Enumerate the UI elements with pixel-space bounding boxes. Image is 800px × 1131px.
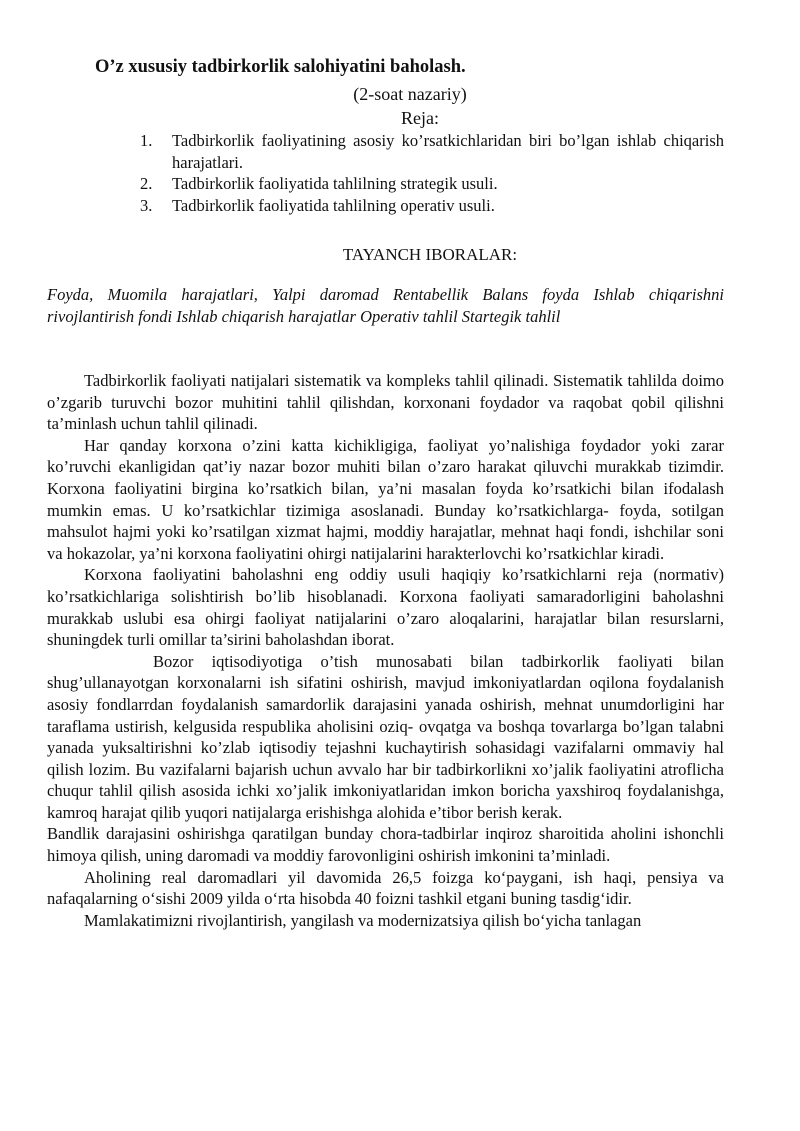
- plan-list: [140, 130, 724, 216]
- plan-title: Reja:: [401, 108, 439, 128]
- plan-item-text: Tadbirkorlik faoliyatida tahlilning operativ usuli.: [172, 195, 495, 215]
- body-paragraph: Har qanday korxona o’zini katta kichikligiga, faoliyat yo’nalishiga foydador yoki zarar ko’ruvchi ekanligidan qat’iy nazar bozor muhiti bilan o’zaro harakat qiluvchi murakkab tizimdir. Korxona faoliyatini birgina ko’rsatkich bilan, ya’ni masalan foyda ko’rsatkichi bilan ifodalash mumkin emas. U ko’rsatkichlar tizimiga asoslanadi. Bunday ko’rsatkichlarga- foyda, sotilgan mahsulot hajmi yoki ko’rsatilgan xizmat hajmi, moddiy harajatlar, mehnat haqi fondi, ishchilar soni va hokazolar, ya’ni korxona faoliyatini ohirgi natijalarini harakterlovchi ko’rsatkichlar kiradi.: [47, 435, 724, 563]
- body-paragraph: Mamlakatimizni rivojlantirish, yangilash va modernizatsiya qilish bo‘yicha tanlagan: [84, 910, 642, 930]
- body-paragraph: Aholining real daromadlari yil davomida 26,5 foizga ko‘paygani, ish haqi, pensiya va nafaqalarning o‘sishi 2009 yilda o‘rta hisobda 40 foizni tashkil etgani buning tasdig‘idir.: [47, 867, 724, 909]
- body-paragraph: Korxona faoliyatini baholashni eng oddiy usuli haqiqiy ko’rsatkichlarni reja (normativ) ko’rsatkichlariga solishtirish bo’lib hisoblanadi. Korxona faoliyati samaradorligini baholashni murakkab uslubi esa ohirgi faoliyat natijalarini o’zaro aloqalarini, harajatlar bilan resurslarni, shuningdek turli omillar ta’sirini baholashdan iborat.: [47, 565, 724, 650]
- plan-item-text: Tadbirkorlik faoliyatida tahlilning strategik usuli.: [172, 174, 498, 194]
- document-body: [47, 370, 724, 931]
- document-subtitle: (2-soat nazariy): [353, 84, 467, 104]
- body-paragraph: Bandlik darajasini oshirishga qaratilgan bunday chora-tadbirlar inqiroz sharoitida aholini ishonchli himoya qilish, uning daromadi va moddiy farovonligini oshirish imkonini ta’minladi.: [47, 824, 724, 866]
- plan-item-number: 3.: [140, 195, 153, 215]
- body-paragraph: Tadbirkorlik faoliyati natijalari sistematik va kompleks tahlil qilinadi. Sistematik tahlilda doimo o’zgarib turuvchi bozor muhitini tahlil qilishdan, korxonani foydador va raqobat qobil qilishni ta’minlash uchun tahlil qilinadi.: [47, 371, 724, 434]
- keywords-heading: TAYANCH IBORALAR:: [342, 245, 518, 264]
- body-paragraph: Bozor iqtisodiyotiga o’tish munosabati bilan tadbirkorlik faoliyati bilan shug’ullanayotgan korxonalarni ish sifatini oshirish, mavjud imkoniyatlardan oqilona foydalanish asosiy fondlarrdan foydalanish samardorlik darajasini yanada oshirish, mehnat unumdorligini har taraflama ustirish, kelgusida respublika aholisini oziq- ovqatga va boshqa tovarlarga bo’lgan talabni yanada yuksaltirishni ko’zlab iqtisodiy tejashni kuchaytirish sohasidagi vazifalarni ommaviy hal qilish lozim. Bu vazifalarni bajarish uchun avvalo har bir tadbirkorlikni xo’jalik faoliyatini atroflicha chuqur tahlil qilish asosida ichki xo’jalik imkoniyatlaridan imkon boricha yaxshiroq foydalanishga, kamroq harajat qilib yuqori natijalarga erishishga alohida e’tibor berish kerak.: [47, 651, 724, 822]
- plan-item-number: 2.: [140, 174, 153, 194]
- document-title: O’z xususiy tadbirkorlik salohiyatini baholash.: [95, 57, 466, 77]
- plan-item: [140, 195, 724, 217]
- plan-item-number: 1.: [140, 131, 153, 150]
- plan-item-text: Tadbirkorlik faoliyatining asosiy ko’rsatkichlaridan biri bo’lgan ishlab chiqarish harajatlari.: [172, 131, 724, 172]
- plan-item: [140, 173, 724, 195]
- keywords-text: Foyda, Muomila harajatlari, Yalpi daromad Rentabellik Balans foyda Ishlab chiqarishni rivojlantirish fondi Ishlab chiqarish harajatlar Operativ tahlil Startegik tahlil: [47, 285, 724, 326]
- plan-item: [140, 130, 724, 173]
